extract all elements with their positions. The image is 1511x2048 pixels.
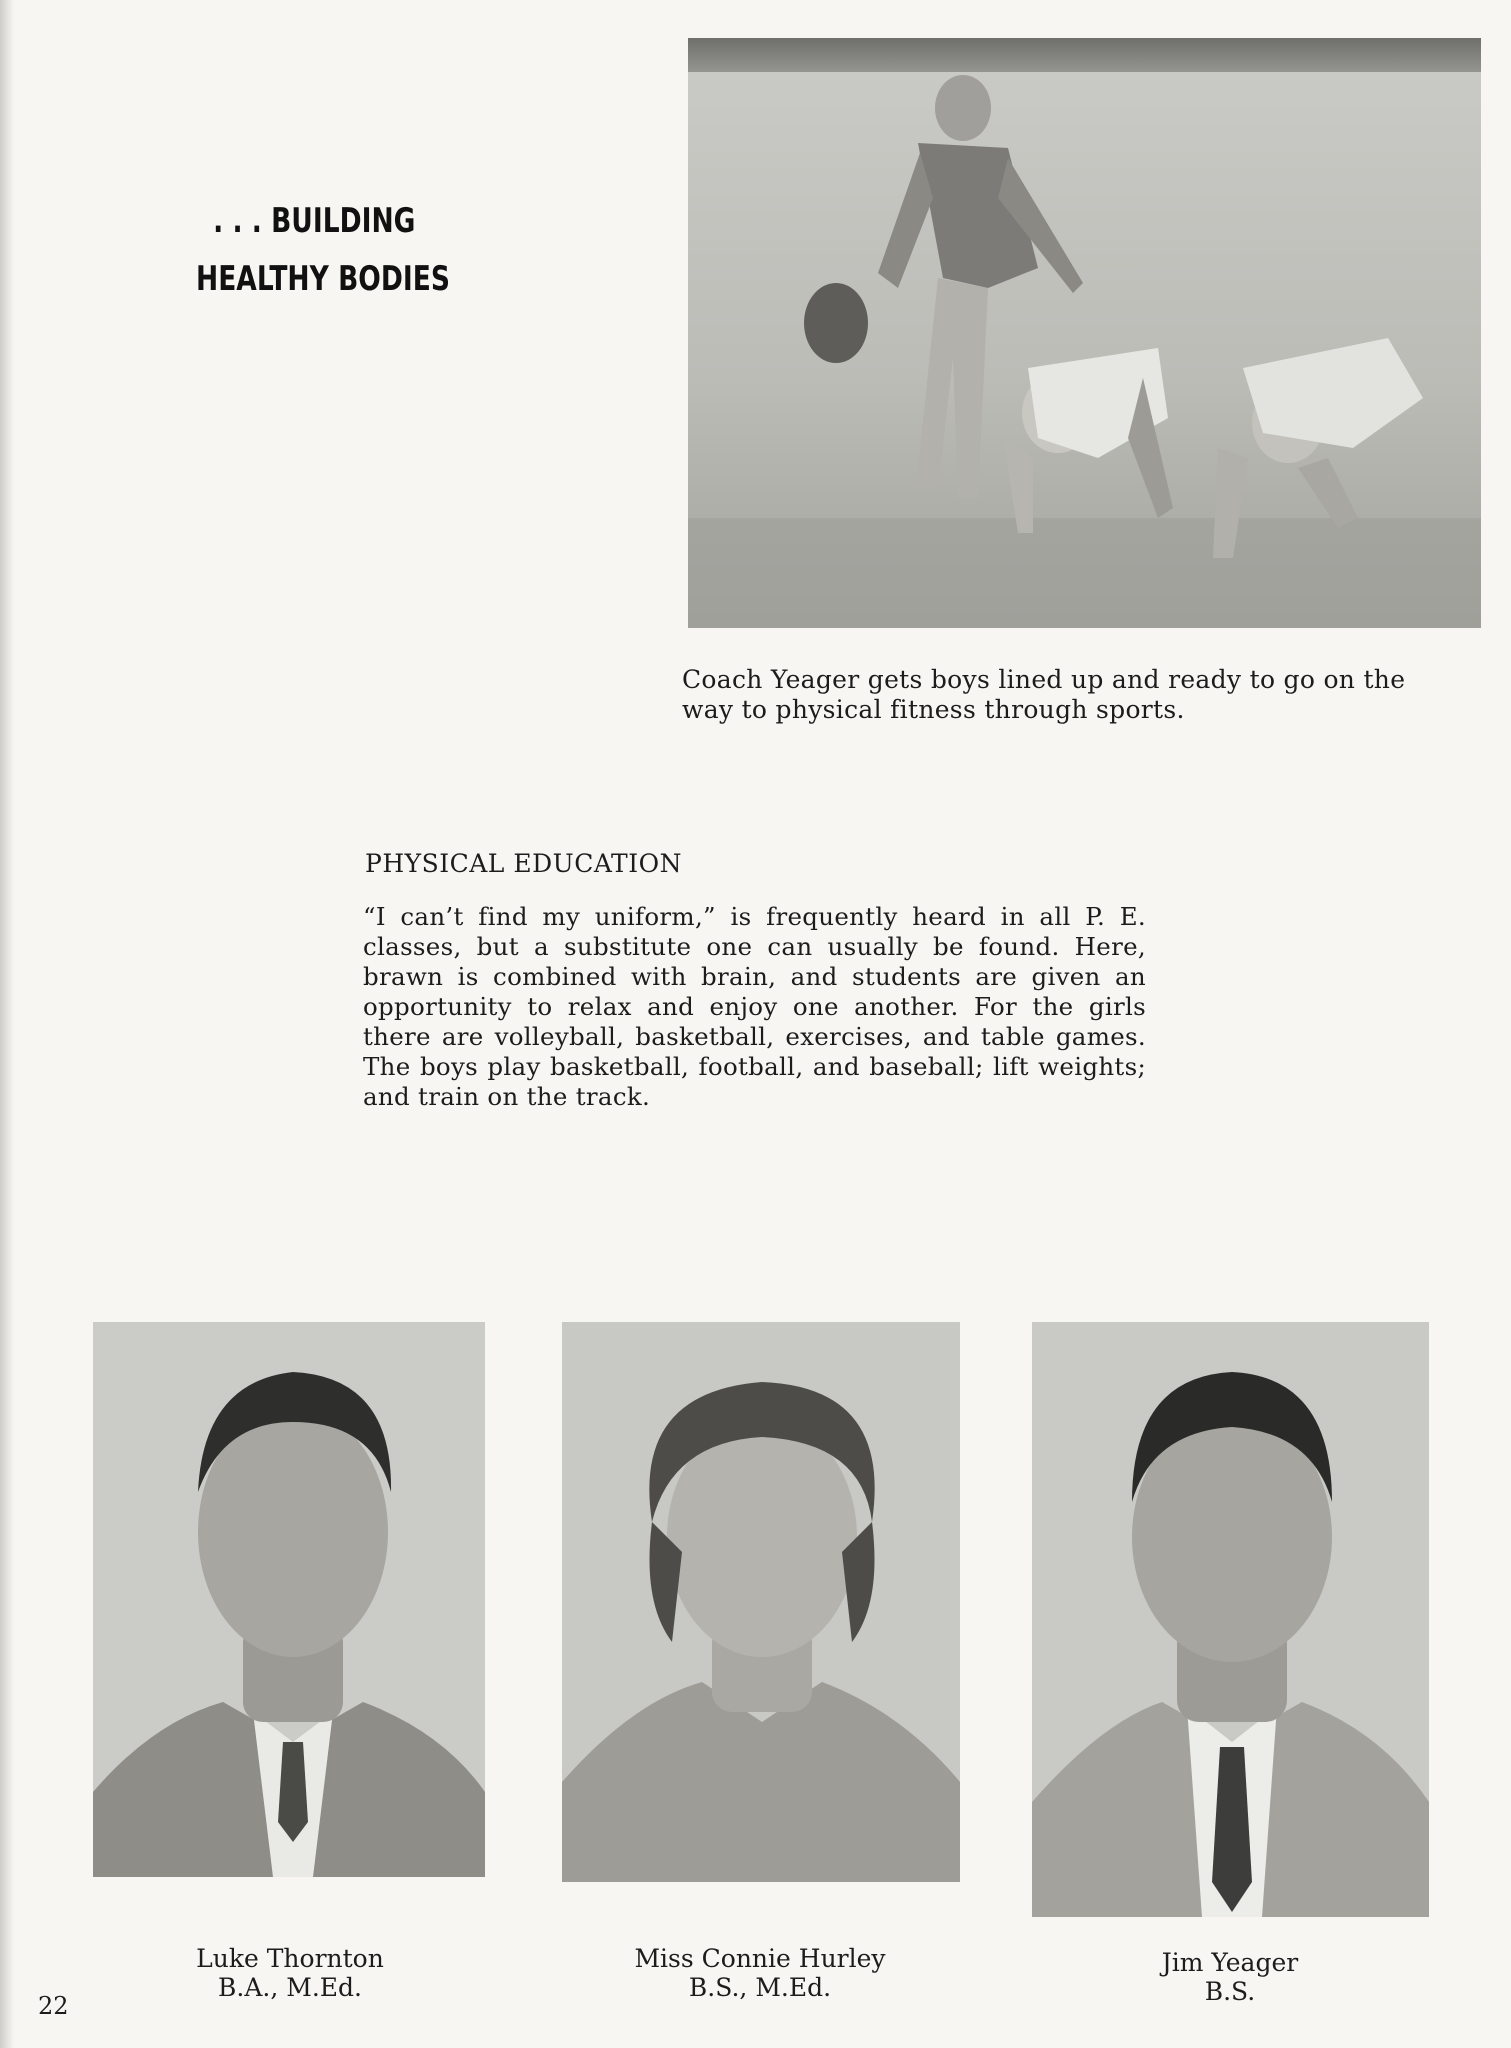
faculty-name-block bbox=[1080, 1948, 1380, 2006]
portrait-luke-thornton bbox=[93, 1322, 485, 1877]
faculty-degrees: B.A., M.Ed. bbox=[218, 1973, 362, 2002]
coach-field-photo bbox=[688, 38, 1481, 628]
page-heading bbox=[196, 192, 450, 308]
faculty-name-block bbox=[140, 1944, 440, 2002]
section-title: PHYSICAL EDUCATION bbox=[365, 849, 682, 878]
page-number: 22 bbox=[38, 1992, 69, 2020]
heading-line-2: HEALTHY BODIES bbox=[196, 259, 450, 299]
portrait-connie-hurley bbox=[562, 1322, 960, 1882]
faculty-name: Jim Yeager bbox=[1161, 1948, 1299, 1977]
faculty-degrees: B.S., M.Ed. bbox=[688, 1973, 832, 2002]
portrait-jim-yeager bbox=[1032, 1322, 1429, 1917]
faculty-name: Luke Thornton bbox=[196, 1944, 384, 1973]
page-binding-edge bbox=[0, 0, 14, 2048]
faculty-name: Miss Connie Hurley bbox=[634, 1944, 886, 1973]
faculty-degrees: B.S. bbox=[1204, 1977, 1256, 2006]
heading-line-1: . . . BUILDING bbox=[213, 201, 416, 241]
section-body-text: “I can’t find my uniform,” is frequently heard in all P. E. classes, but a substitute one can usually be found. Here, brawn is combined with brain, and students are given an opportunity to relax and enjoy one another. For the girls there are volleyball, basketball, exercises, and table games. The boys play basketball, football, and baseball; lift weights; and train on the track. bbox=[363, 902, 1146, 1111]
photo-caption: Coach Yeager gets boys lined up and ready to go on the way to physical fitness through sports. bbox=[682, 665, 1406, 724]
faculty-name-block bbox=[580, 1944, 940, 2002]
